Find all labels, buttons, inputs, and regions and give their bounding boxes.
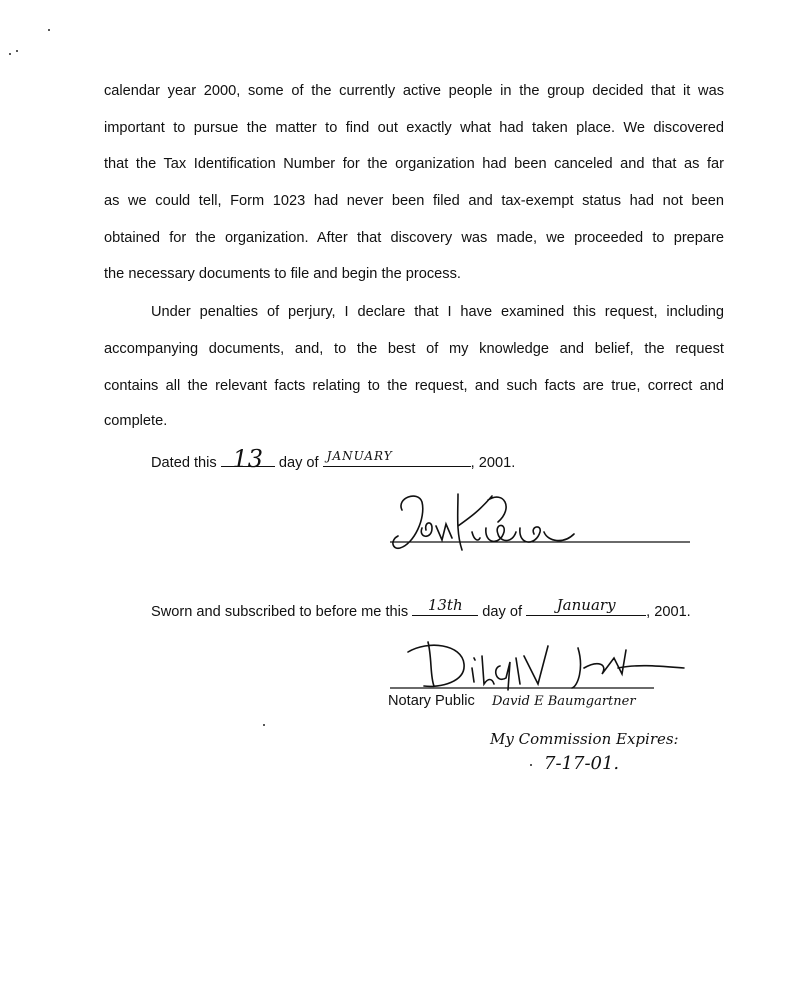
paragraph-line: as we could tell, Form 1023 had never been filed and tax-exempt status had not been bbox=[104, 193, 724, 209]
paragraph-line: that the Tax Identification Number for the organization had been canceled and that as far bbox=[104, 156, 724, 172]
commission-date: 7-17-01. bbox=[544, 753, 620, 774]
scan-speck bbox=[530, 764, 532, 766]
dated-year: , 2001. bbox=[470, 455, 516, 471]
sworn-month-blank bbox=[526, 596, 646, 616]
paragraph-line: obtained for the organization. After that discovery was made, we proceeded to prepare bbox=[104, 230, 724, 246]
sworn-prefix: Sworn and subscribed to before me this bbox=[151, 604, 409, 620]
dated-day-handwritten: 13 bbox=[232, 445, 264, 473]
sworn-day-handwritten: 13th bbox=[427, 596, 463, 614]
sworn-month-handwritten: January bbox=[556, 596, 616, 614]
paragraph-line: Under penalties of perjury, I declare that I have examined this request, including bbox=[151, 304, 724, 320]
dated-day-label: day of bbox=[278, 455, 319, 471]
dated-day-blank bbox=[221, 445, 275, 473]
notary-label: Notary Public bbox=[388, 693, 475, 709]
scan-speck bbox=[48, 29, 50, 31]
paragraph-line: important to pursue the matter to find out exactly what had taken place. We discovered bbox=[104, 120, 724, 136]
dated-prefix: Dated this bbox=[151, 455, 217, 471]
paragraph-line: calendar year 2000, some of the currently active people in the group decided that it was bbox=[104, 83, 724, 99]
paragraph-line: contains all the relevant facts relating to the request, and such facts are true, correct and bbox=[104, 378, 724, 394]
scan-speck bbox=[16, 50, 18, 52]
sworn-day-label: day of bbox=[482, 604, 523, 620]
scan-speck bbox=[263, 724, 265, 726]
sworn-day-blank bbox=[412, 596, 478, 616]
scan-speck bbox=[9, 53, 11, 55]
commission-expires-label: My Commission Expires: bbox=[490, 730, 679, 748]
dated-line bbox=[151, 445, 516, 473]
paragraph-line: complete. bbox=[104, 413, 168, 429]
notary-name-handwritten: David E Baumgartner bbox=[492, 694, 636, 709]
sworn-year: , 2001. bbox=[646, 604, 691, 620]
sworn-line bbox=[151, 596, 691, 621]
paragraph-line: accompanying documents, and, to the best of my knowledge and belief, the request bbox=[104, 341, 724, 357]
signature-1 bbox=[388, 488, 693, 558]
paragraph-line: the necessary documents to file and begin the process. bbox=[104, 266, 461, 282]
dated-month-handwritten: JANUARY bbox=[326, 449, 393, 463]
notary-signature bbox=[388, 638, 688, 692]
dated-month-blank bbox=[323, 450, 471, 467]
